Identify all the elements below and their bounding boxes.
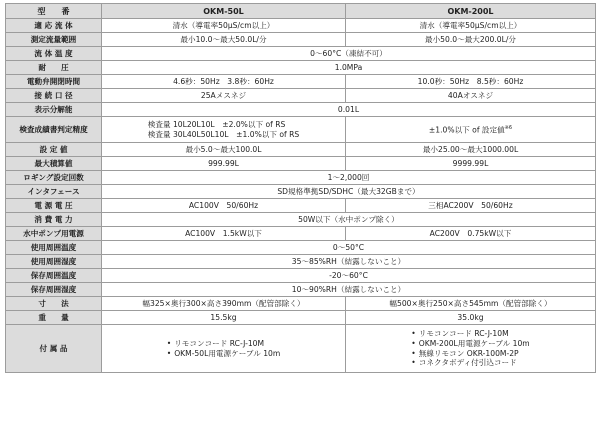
- cell-200l: 40Aオスネジ: [346, 89, 596, 103]
- row-label: 検査成績書判定精度: [6, 117, 102, 143]
- cell-50l: AC100V 1.5kW以下: [102, 227, 346, 241]
- row-label: 測定流量範囲: [6, 33, 102, 47]
- list-item: • OKM-200L用電源ケーブル 10m: [411, 339, 529, 349]
- cell-200l: 三相AC200V 50/60Hz: [346, 199, 596, 213]
- header-okm-200l: OKM-200L: [346, 4, 596, 19]
- row-operating-humidity: [6, 255, 596, 269]
- row-label: 消 費 電 力: [6, 213, 102, 227]
- accuracy-line-2: 検査量 30L40L50L10L ±1.0%以下 of RS: [147, 129, 300, 139]
- cell-50l: 4.6秒：50Hz 3.8秒：60Hz: [102, 75, 346, 89]
- spec-table-container: [5, 3, 595, 373]
- header-okm-50l: OKM-50L: [102, 4, 346, 19]
- row-label: 使用周囲湿度: [6, 255, 102, 269]
- row-weight: [6, 311, 596, 325]
- cell-shared: SD規格準拠SD/SDHC（最大32GBまで）: [102, 185, 596, 199]
- spec-table: [5, 3, 596, 373]
- row-label: 保存周囲湿度: [6, 283, 102, 297]
- row-flow-range: [6, 33, 596, 47]
- row-label: 接 続 口 径: [6, 89, 102, 103]
- row-label: 保存周囲温度: [6, 269, 102, 283]
- accessory-list-50l: [167, 339, 281, 358]
- cell-50l: 999.99L: [102, 157, 346, 171]
- cell-200l: 最小25.00〜最大1000.00L: [346, 143, 596, 157]
- cell-shared: 1〜2,000回: [102, 171, 596, 185]
- cell-50l: 最小5.0〜最大100.0L: [102, 143, 346, 157]
- cell-200l: [346, 325, 596, 373]
- cell-50l: AC100V 50/60Hz: [102, 199, 346, 213]
- row-connection: [6, 89, 596, 103]
- table-header-row: [6, 4, 596, 19]
- cell-shared: 35〜85%RH（結露しないこと）: [102, 255, 596, 269]
- row-label: 寸 法: [6, 297, 102, 311]
- cell-shared: 0.01L: [102, 103, 596, 117]
- cell-200l: AC200V 0.75kW以下: [346, 227, 596, 241]
- cell-50l: 清水（導電率50μS/cm以上）: [102, 19, 346, 33]
- cell-200l: 幅500×奥行250×高さ545mm（配管部除く）: [346, 297, 596, 311]
- cell-shared: 50W以下（水中ポンプ除く）: [102, 213, 596, 227]
- cell-200l: [346, 117, 596, 143]
- row-label: 設 定 値: [6, 143, 102, 157]
- row-fluid-temp: [6, 47, 596, 61]
- row-storage-temp: [6, 269, 596, 283]
- row-label: ロギング設定回数: [6, 171, 102, 185]
- list-item: • コネクタボディ付引込コード: [411, 358, 529, 368]
- row-power-consumption: [6, 213, 596, 227]
- row-valve-time: [6, 75, 596, 89]
- row-power-voltage: [6, 199, 596, 213]
- row-resolution: [6, 103, 596, 117]
- cell-200l: 最小50.0〜最大200.0L/分: [346, 33, 596, 47]
- list-item: • 無線リモコン OKR-100M-2P: [411, 349, 529, 359]
- cell-shared: 0〜50°C: [102, 241, 596, 255]
- row-label: 適 応 流 体: [6, 19, 102, 33]
- cell-shared: 10〜90%RH（結露しないこと）: [102, 283, 596, 297]
- row-operating-temp: [6, 241, 596, 255]
- row-setpoint: [6, 143, 596, 157]
- row-interface: [6, 185, 596, 199]
- row-label: インタフェース: [6, 185, 102, 199]
- row-pump-power: [6, 227, 596, 241]
- list-item: • OKM-50L用電源ケーブル 10m: [167, 349, 281, 359]
- row-accessories: [6, 325, 596, 373]
- row-max-total: [6, 157, 596, 171]
- cell-shared: 0〜60°C（凍結不可）: [102, 47, 596, 61]
- row-label: 表示分解能: [6, 103, 102, 117]
- row-label: 重 量: [6, 311, 102, 325]
- row-label: 電動弁開閉時間: [6, 75, 102, 89]
- cell-50l: 最小10.0〜最大50.0L/分: [102, 33, 346, 47]
- cell-shared: -20〜60°C: [102, 269, 596, 283]
- row-label: 使用周囲温度: [6, 241, 102, 255]
- header-model-label: 型 番: [6, 4, 102, 19]
- cell-50l: [102, 117, 346, 143]
- row-label: 流 体 温 度: [6, 47, 102, 61]
- list-item: • リモコンコード RC-J-10M: [411, 329, 529, 339]
- cell-50l: 25Aメスネジ: [102, 89, 346, 103]
- cell-50l: [102, 325, 346, 373]
- footnote-mark: ※6: [504, 125, 513, 132]
- row-label: 最大積算値: [6, 157, 102, 171]
- accuracy-200l: ±1.0%以下 of 設定値: [428, 125, 505, 135]
- row-label: 電 源 電 圧: [6, 199, 102, 213]
- row-label: 水中ポンプ用電源: [6, 227, 102, 241]
- cell-shared: 1.0MPa: [102, 61, 596, 75]
- row-label: 耐 圧: [6, 61, 102, 75]
- row-logging: [6, 171, 596, 185]
- row-dimensions: [6, 297, 596, 311]
- accessory-list-200l: [411, 329, 529, 367]
- row-fluid: [6, 19, 596, 33]
- row-pressure: [6, 61, 596, 75]
- cell-50l: 15.5kg: [102, 311, 346, 325]
- accuracy-line-1: 検査量 10L20L10L ±2.0%以下 of RS: [147, 120, 286, 129]
- list-item: • リモコンコード RC-J-10M: [167, 339, 281, 349]
- row-accuracy: [6, 117, 596, 143]
- cell-200l: 9999.99L: [346, 157, 596, 171]
- row-storage-humidity: [6, 283, 596, 297]
- cell-200l: 清水（導電率50μS/cm以上）: [346, 19, 596, 33]
- cell-200l: 35.0kg: [346, 311, 596, 325]
- row-label: 付 属 品: [6, 325, 102, 373]
- cell-200l: 10.0秒：50Hz 8.5秒：60Hz: [346, 75, 596, 89]
- cell-50l: 幅325×奥行300×高さ390mm（配管部除く）: [102, 297, 346, 311]
